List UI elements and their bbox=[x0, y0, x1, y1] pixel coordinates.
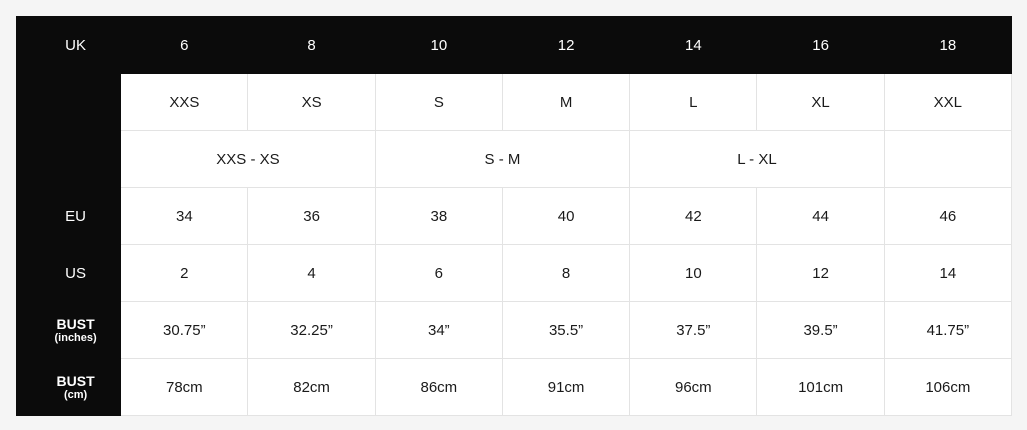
cell-bust-in-2: 34” bbox=[375, 302, 502, 359]
table-row-bust-inches bbox=[17, 302, 1012, 359]
row-label-bust-cm-main: BUST bbox=[56, 372, 95, 389]
row-label-bust-inches bbox=[17, 302, 121, 359]
cell-bust-cm-6: 106cm bbox=[884, 359, 1011, 416]
header-cell-size-12: 12 bbox=[502, 17, 629, 74]
cell-us-0: 2 bbox=[121, 245, 248, 302]
row-label-bust-cm-unit: (cm) bbox=[63, 388, 88, 401]
cell-us-5: 12 bbox=[757, 245, 884, 302]
header-cell-size-6: 6 bbox=[121, 17, 248, 74]
header-cell-size-16: 16 bbox=[757, 17, 884, 74]
cell-letter-0: XXS bbox=[121, 74, 248, 131]
cell-bust-in-6: 41.75” bbox=[884, 302, 1011, 359]
row-label-eu: EU bbox=[17, 188, 121, 245]
cell-letter-1: XS bbox=[248, 74, 375, 131]
cell-eu-3: 40 bbox=[502, 188, 629, 245]
header-cell-uk: UK bbox=[17, 17, 121, 74]
cell-bust-cm-2: 86cm bbox=[375, 359, 502, 416]
cell-range-0: XXS - XS bbox=[121, 131, 376, 188]
cell-range-3 bbox=[884, 131, 1011, 188]
row-label-us: US bbox=[17, 245, 121, 302]
row-label-blank-2 bbox=[17, 131, 121, 188]
cell-eu-0: 34 bbox=[121, 188, 248, 245]
size-chart-container bbox=[16, 16, 1012, 416]
cell-bust-cm-3: 91cm bbox=[502, 359, 629, 416]
cell-letter-2: S bbox=[375, 74, 502, 131]
cell-bust-in-3: 35.5” bbox=[502, 302, 629, 359]
cell-bust-in-0: 30.75” bbox=[121, 302, 248, 359]
cell-us-4: 10 bbox=[630, 245, 757, 302]
cell-letter-3: M bbox=[502, 74, 629, 131]
cell-bust-in-5: 39.5” bbox=[757, 302, 884, 359]
cell-us-3: 8 bbox=[502, 245, 629, 302]
cell-range-2: L - XL bbox=[630, 131, 885, 188]
cell-range-1: S - M bbox=[375, 131, 630, 188]
row-label-bust-inches-main: BUST bbox=[56, 315, 95, 332]
table-row-us bbox=[17, 245, 1012, 302]
header-cell-size-8: 8 bbox=[248, 17, 375, 74]
cell-us-2: 6 bbox=[375, 245, 502, 302]
row-label-bust-cm bbox=[17, 359, 121, 416]
cell-eu-5: 44 bbox=[757, 188, 884, 245]
header-cell-size-14: 14 bbox=[630, 17, 757, 74]
cell-letter-6: XXL bbox=[884, 74, 1011, 131]
cell-bust-cm-4: 96cm bbox=[630, 359, 757, 416]
cell-letter-4: L bbox=[630, 74, 757, 131]
table-header-row bbox=[17, 17, 1012, 74]
cell-eu-6: 46 bbox=[884, 188, 1011, 245]
cell-eu-4: 42 bbox=[630, 188, 757, 245]
cell-bust-cm-5: 101cm bbox=[757, 359, 884, 416]
header-cell-size-10: 10 bbox=[375, 17, 502, 74]
cell-us-6: 14 bbox=[884, 245, 1011, 302]
cell-letter-5: XL bbox=[757, 74, 884, 131]
header-cell-size-18: 18 bbox=[884, 17, 1011, 74]
cell-bust-in-4: 37.5” bbox=[630, 302, 757, 359]
table-row-eu bbox=[17, 188, 1012, 245]
table-row-letter-sizes bbox=[17, 74, 1012, 131]
cell-eu-1: 36 bbox=[248, 188, 375, 245]
table-row-letter-ranges bbox=[17, 131, 1012, 188]
row-label-bust-inches-unit: (inches) bbox=[54, 331, 97, 344]
cell-us-1: 4 bbox=[248, 245, 375, 302]
cell-bust-cm-1: 82cm bbox=[248, 359, 375, 416]
cell-bust-in-1: 32.25” bbox=[248, 302, 375, 359]
row-label-blank-1 bbox=[17, 74, 121, 131]
size-chart-table bbox=[16, 16, 1012, 416]
table-row-bust-cm bbox=[17, 359, 1012, 416]
cell-eu-2: 38 bbox=[375, 188, 502, 245]
cell-bust-cm-0: 78cm bbox=[121, 359, 248, 416]
